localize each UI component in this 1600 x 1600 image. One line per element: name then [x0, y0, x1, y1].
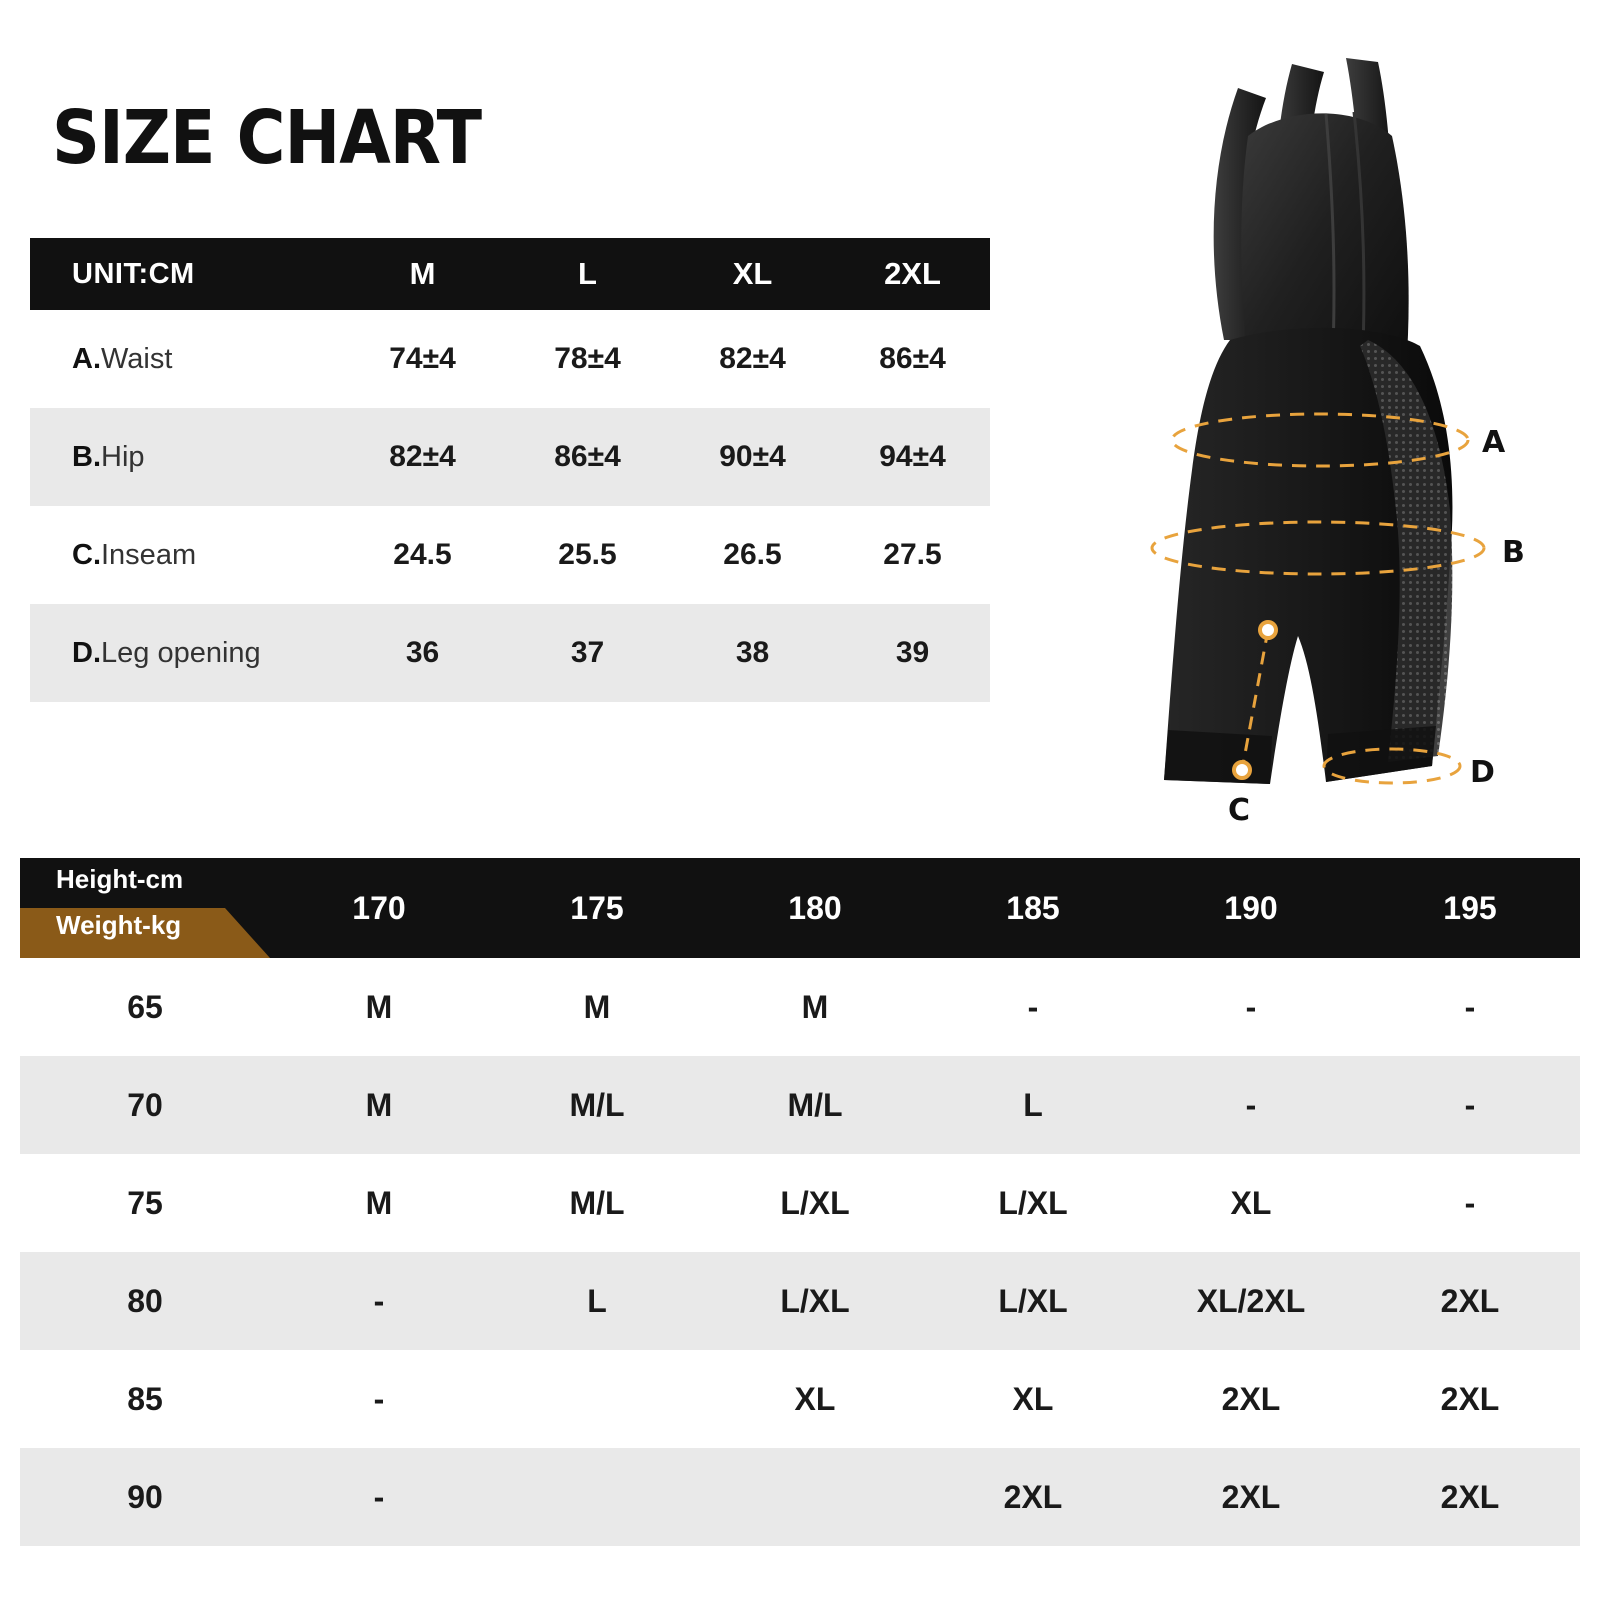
height-header-180: 180: [706, 858, 924, 958]
waist-l: 78±4: [554, 342, 621, 375]
leg-cuff-left: [1164, 730, 1272, 784]
height-header-170: 170: [270, 858, 488, 958]
measurement-table: [30, 238, 990, 702]
fit-70-175: M/L: [488, 1056, 706, 1154]
row-label-hip: [30, 408, 340, 506]
fit-90-185: 2XL: [924, 1448, 1142, 1546]
fit-85-180: XL: [794, 1380, 836, 1417]
callout-label-d: D: [1470, 755, 1495, 790]
row-key-c: C.: [72, 538, 101, 571]
size-header-m: M: [340, 238, 505, 310]
inseam-xl: 26.5: [723, 538, 782, 571]
table-row: [30, 506, 990, 604]
fit-85-175: [488, 1350, 706, 1448]
row-key-a: A.: [72, 342, 101, 375]
table-row: [30, 408, 990, 506]
fit-70-170: M: [270, 1056, 488, 1154]
table-row: [30, 310, 990, 408]
measurement-table-header-row: [30, 238, 990, 310]
table-row: [20, 1448, 1580, 1546]
fit-70-180: M/L: [706, 1056, 924, 1154]
weight-65: 65: [127, 988, 163, 1025]
fit-80-180: L/XL: [706, 1252, 924, 1350]
fit-80-195: 2XL: [1360, 1252, 1580, 1350]
guide-point-c-top: [1260, 622, 1276, 638]
fit-90-195: 2XL: [1360, 1448, 1580, 1546]
leg-opening-xl: 38: [670, 604, 835, 702]
unit-label: UNIT:CM: [30, 238, 340, 310]
fit-65-195: -: [1464, 988, 1476, 1025]
fit-table-header-row: [20, 858, 1580, 958]
height-weight-fit-table: [20, 858, 1580, 1546]
waist-m: 74±4: [389, 342, 456, 375]
fit-75-190: XL: [1230, 1184, 1272, 1221]
hip-m: 82±4: [340, 408, 505, 506]
fit-75-185: L/XL: [998, 1184, 1068, 1221]
inseam-m: 24.5: [393, 538, 452, 571]
table-row: [20, 1252, 1580, 1350]
fit-70-195: -: [1360, 1056, 1580, 1154]
weight-80: 80: [20, 1252, 270, 1350]
fit-90-175: [488, 1448, 706, 1546]
table-row: [20, 1056, 1580, 1154]
leg-opening-2xl: 39: [835, 604, 990, 702]
size-header-2xl: 2XL: [835, 238, 990, 310]
waist-xl: 82±4: [719, 342, 786, 375]
weight-85: 85: [127, 1380, 163, 1417]
fit-70-185: L: [924, 1056, 1142, 1154]
height-header-175: 175: [488, 858, 706, 958]
height-header-190: 190: [1142, 858, 1360, 958]
table-row: [20, 958, 1580, 1056]
weight-70: 70: [20, 1056, 270, 1154]
fit-65-185: -: [1027, 988, 1039, 1025]
fit-table-corner-cell: [20, 858, 270, 958]
weight-90: 90: [20, 1448, 270, 1546]
fit-65-170: M: [365, 988, 393, 1025]
fit-70-190: -: [1142, 1056, 1360, 1154]
weight-axis-label: Weight-kg: [56, 910, 182, 940]
callout-label-c: C: [1228, 793, 1251, 828]
fit-90-190: 2XL: [1142, 1448, 1360, 1546]
fit-75-195: -: [1464, 1184, 1476, 1221]
fit-90-180: [706, 1448, 924, 1546]
height-axis-label: Height-cm: [56, 864, 184, 894]
row-name-hip: Hip: [101, 440, 145, 473]
row-key-b: B.: [72, 440, 101, 473]
page-title: SIZE CHART: [52, 95, 482, 181]
fit-85-170: -: [373, 1380, 385, 1417]
fit-65-175: M: [583, 988, 611, 1025]
fit-75-180: L/XL: [780, 1184, 850, 1221]
bib-shorts-diagram: [1120, 40, 1580, 850]
fit-80-175: L: [488, 1252, 706, 1350]
row-name-inseam: Inseam: [101, 538, 197, 571]
size-header-l: L: [505, 238, 670, 310]
table-row: [20, 1350, 1580, 1448]
inseam-l: 25.5: [558, 538, 617, 571]
fit-80-190: XL/2XL: [1142, 1252, 1360, 1350]
row-key-d: D.: [72, 636, 101, 669]
fit-80-170: -: [270, 1252, 488, 1350]
table-row: [30, 604, 990, 702]
table-row: [20, 1154, 1580, 1252]
fit-65-180: M: [801, 988, 829, 1025]
fit-65-190: -: [1245, 988, 1257, 1025]
height-header-195: 195: [1360, 858, 1580, 958]
fit-90-170: -: [270, 1448, 488, 1546]
waist-2xl: 86±4: [879, 342, 946, 375]
row-label-waist: [30, 310, 340, 408]
fit-85-190: 2XL: [1221, 1380, 1281, 1417]
row-label-inseam: [30, 506, 340, 604]
callout-label-b: B: [1502, 535, 1525, 570]
weight-75: 75: [127, 1184, 163, 1221]
guide-point-c-bottom: [1234, 762, 1250, 778]
fit-75-175: M/L: [569, 1184, 625, 1221]
row-name-waist: Waist: [101, 342, 173, 375]
hip-xl: 90±4: [670, 408, 835, 506]
height-header-185: 185: [924, 858, 1142, 958]
fit-85-185: XL: [1012, 1380, 1054, 1417]
row-name-leg-opening: Leg opening: [101, 636, 261, 669]
leg-opening-m: 36: [340, 604, 505, 702]
fit-80-185: L/XL: [924, 1252, 1142, 1350]
fit-85-195: 2XL: [1440, 1380, 1500, 1417]
leg-opening-l: 37: [505, 604, 670, 702]
size-header-xl: XL: [670, 238, 835, 310]
fit-75-170: M: [365, 1184, 393, 1221]
hip-2xl: 94±4: [835, 408, 990, 506]
inseam-2xl: 27.5: [883, 538, 942, 571]
callout-label-a: A: [1482, 425, 1506, 460]
row-label-leg-opening: [30, 604, 340, 702]
hip-l: 86±4: [505, 408, 670, 506]
